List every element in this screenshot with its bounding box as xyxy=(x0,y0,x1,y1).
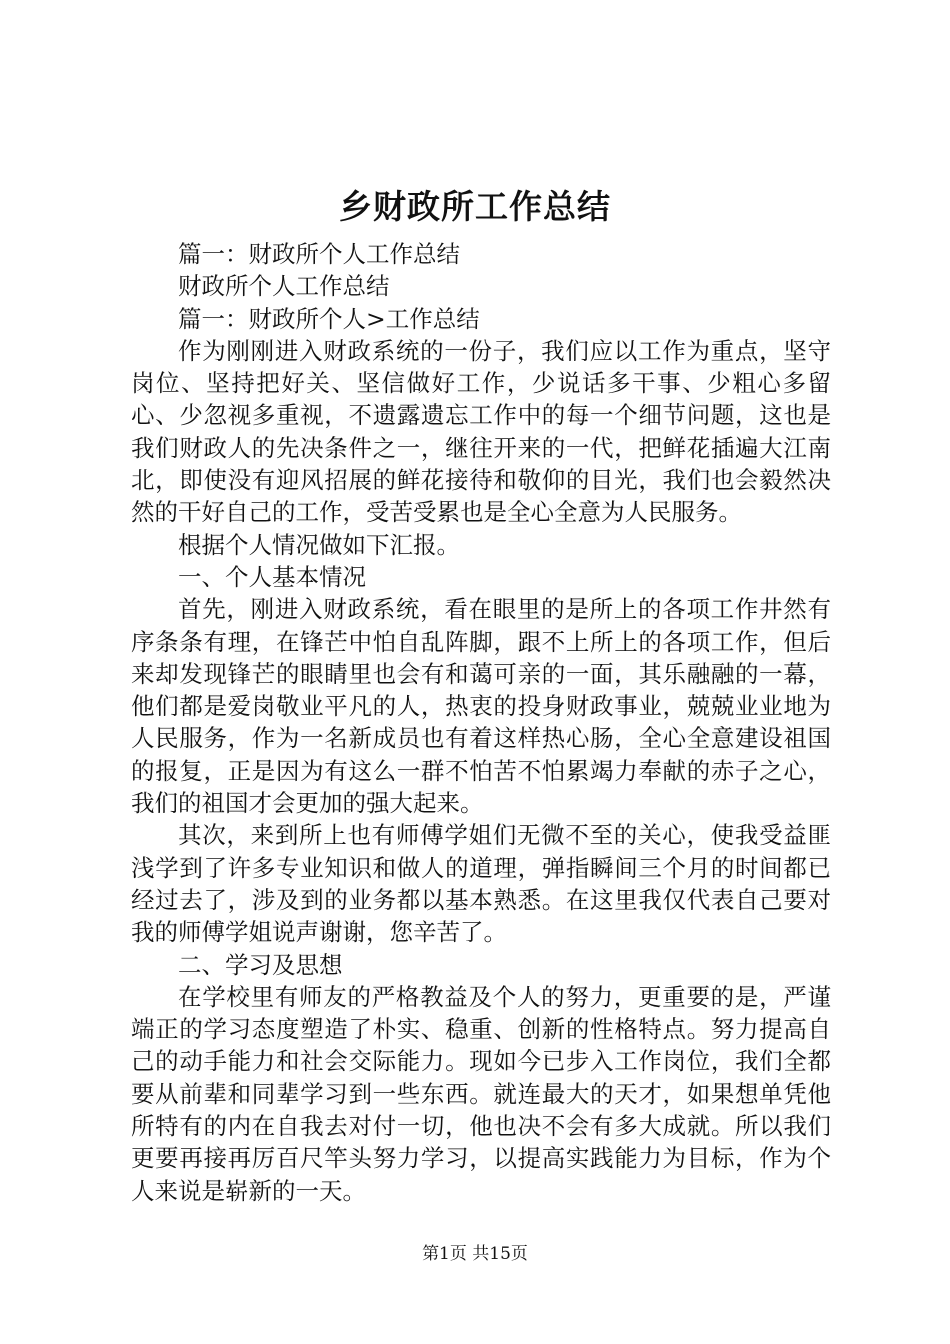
subheading: 财政所个人工作总结 xyxy=(178,272,390,301)
body-paragraph: 其次，来到所上也有师傅学姐们无微不至的关心，使我受益匪浅学到了许多专业知识和做人的道理，弹指瞬间三个月的时间都已经过去了，涉及到的业务都以基本熟悉。在这里我仅代表自己要对我的师傅学姐说声谢谢，您辛苦了。 xyxy=(131,821,831,947)
page-footer: 第1页 共15页 xyxy=(422,1244,528,1264)
section-heading: 篇一：财政所个人>工作总结 xyxy=(178,304,480,333)
body-paragraph: 根据个人情况做如下汇报。 xyxy=(178,530,460,559)
body-paragraph: 首先，刚进入财政系统，看在眼里的是所上的各项工作井然有序条条有理，在锋芒中怕自乱阵脚，跟不上所上的各项工作，但后来却发现锋芒的眼睛里也会有和蔼可亲的一面，其乐融融的一幕，他们都是爱岗敬业平凡的人，热衷的投身财政事业，兢兢业业地为人民服务，作为一名新成员也有着这样热心肠，全心全意建设祖国的报复，正是因为有这么一群不怕苦不怕累竭力奉献的赤子之心，我们的祖国才会更加的强大起来。 xyxy=(131,595,831,818)
section-heading: 一、个人基本情况 xyxy=(178,562,366,591)
body-paragraph: 作为刚刚进入财政系统的一份子，我们应以工作为重点，坚守岗位、坚持把好关、坚信做好工作，少说话多干事、少粗心多留心、少忽视多重视，不遗露遗忘工作中的每一个细节问题，这也是我们财政人的先决条件之一，继往开来的一代，把鲜花插遍大江南北，即使没有迎风招展的鲜花接待和敬仰的目光，我们也会毅然决然的干好自己的工作，受苦受累也是全心全意为人民服务。 xyxy=(131,336,831,527)
document-title: 乡财政所工作总结 xyxy=(339,187,611,226)
section-heading: 二、学习及思想 xyxy=(178,950,343,979)
body-paragraph: 在学校里有师友的严格教益及个人的努力，更重要的是，严谨端正的学习态度塑造了朴实、稳重、创新的性格特点。努力提高自己的动手能力和社会交际能力。现如今已步入工作岗位，我们全都要从前辈和同辈学习到一些东西。就连最大的天才，如果想单凭他所特有的内在自我去对付一切，他也决不会有多大成就。所以我们更要再接再厉百尺竿头努力学习，以提高实践能力为目标，作为个人来说是崭新的一天。 xyxy=(131,982,831,1205)
document-body xyxy=(131,238,831,1207)
section-heading: 篇一：财政所个人工作总结 xyxy=(178,240,460,268)
